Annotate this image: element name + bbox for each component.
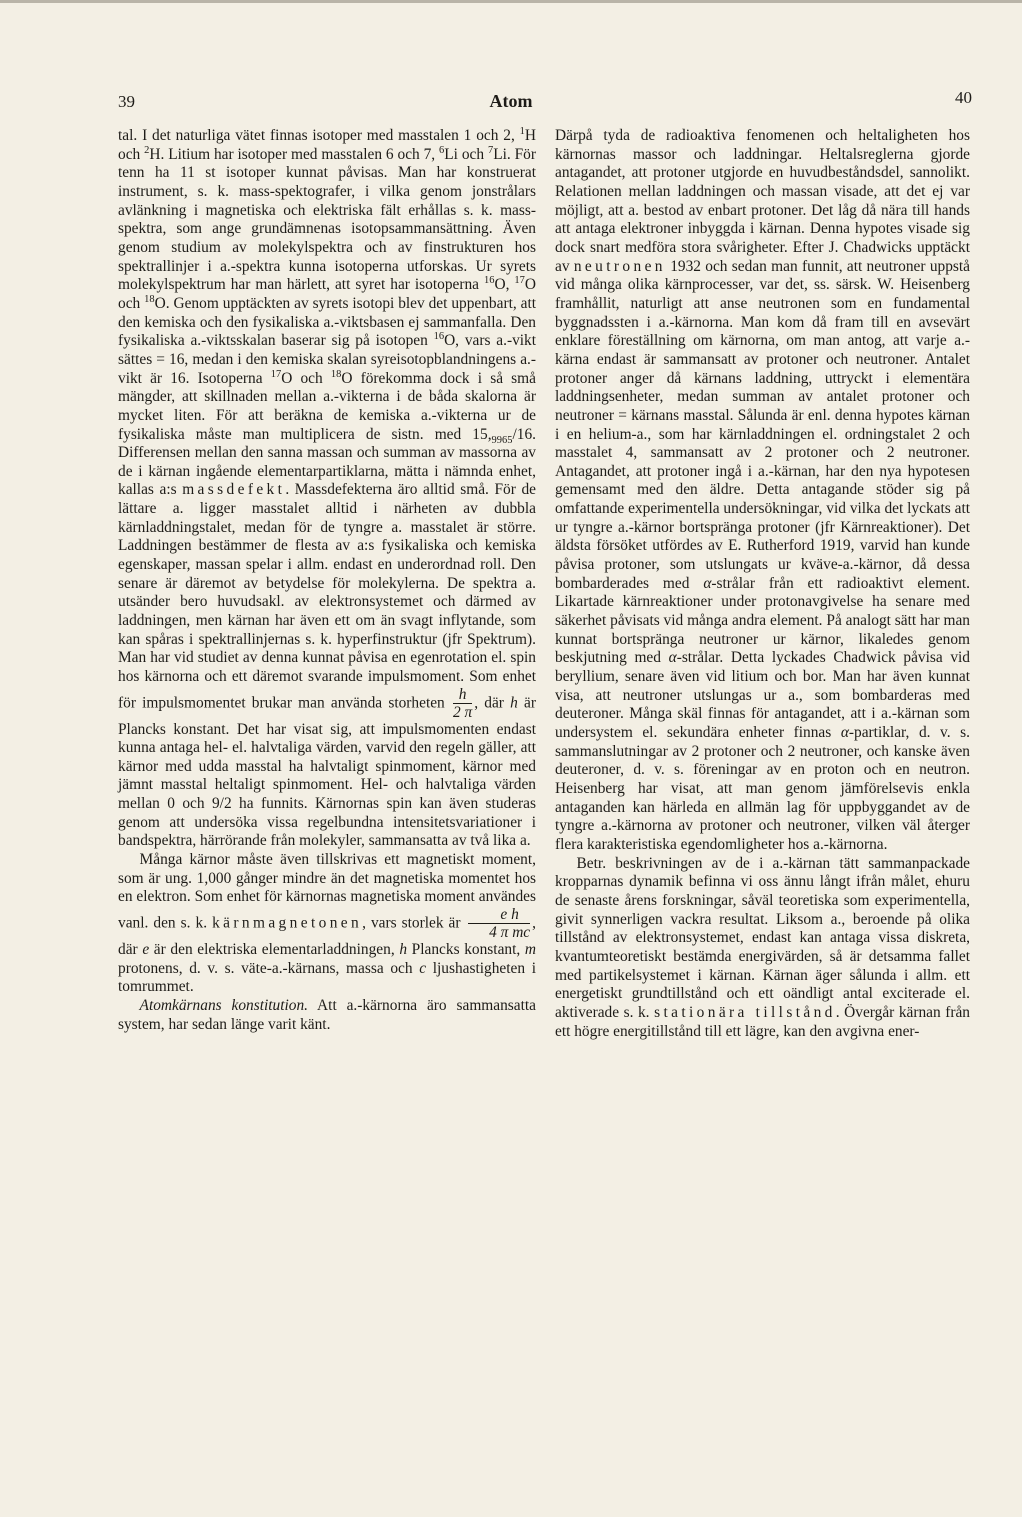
- formula-h-over-2pi: $\frac{h}{2 \pi}$: [452, 685, 473, 722]
- section-heading-atomkarnans-konstitution: Atomkärnans konstitution.: [139, 996, 309, 1014]
- term-massdefekt: massdefekt: [182, 481, 286, 499]
- right-column: [555, 127, 970, 1041]
- page-number-right: 40: [955, 88, 972, 107]
- paragraph-nuclear-constitution: Atomkärnans konstitution. Att a.-kärnorna äro sammansatta system, har sedan länge varit känt.: [118, 996, 536, 1033]
- term-karnmagnetonen: kärnmagnetonen: [212, 914, 363, 932]
- left-column: [118, 127, 536, 1034]
- page-number-left: 39: [118, 92, 135, 111]
- paragraph-nuclear-dynamics: Betr. beskrivningen av de i a.-kärnan tätt sammanpackade kropparnas dynamik befinna vi oss ännu långt ifrån målet, ehuru de senaste årens forskningar, såväl teoretiska som experimentella, givit synnerligen vackra resultat. Liksom a., beroende på olika tillstånd av elektronsystemet, endast kan antaga vissa diskreta, kvantumteoretiskt bestämda energivärden, så är detsamma fallet med partikelsystemet i kärnan. Kärnan äger sålunda i allm. ett energetiskt grundtillstånd och ett oändligt antal exciterade el. aktiverade s. k. stationära tillstånd. Övergår kärnan från ett högre energitillstånd till ett lägre, kan den avgivna ener-: [555, 854, 971, 1040]
- running-header-title: Atom: [489, 91, 533, 111]
- scan-top-edge: [0, 0, 1022, 3]
- term-stationara-tillstand: stationära tillstånd: [654, 1003, 836, 1021]
- paragraph-isotopes: tal. I det naturliga vätet finnas isotoper med masstalen 1 och 2, $^1$H och $^2$H. Litium har isotoper med masstalen 6 och 7, $^6$Li och $^7$Li. För tenn ha 11 st isotoper kunnat påvisas. Man har konstruerat instrument, s. k. mass-spektografer, i vilka genom jonstrålars avlänkning i magnetiska och elektriska fält erhållas s. k. mass-spektra, som ange grundämnenas isotopsammansättning. Även genom studium av molekylspektra och av finstrukturen hos spektrallinjer i a.-spektra kunna isotoperna utforskas. Ur syrets molekylspektrum har man härlett, att syret har isotoperna $^{16}$O, $^{17}$O och $^{18}$O. Genom upptäckten av syrets isotopi blev det uppenbart, att den kemiska och den fysikaliska a.-viktsbasen ej sammanfalla. Den fysikaliska a.-viktsskalan baserar sig på isotopen $^{16}$O, vars a.-vikt sättes = 16, medan i den kemiska skalan syreisotopblandningens a.-vikt är 16. Isotoperna $^{17}$O och $^{18}$O förekomma dock i så små mängder, att skillnaden mellan a.-vikterna i de båda skalorna är mycket liten. För att beräkna de kemiska a.-vikterna ur de fysikaliska måste man multiplicera de sistn. med $15,_{9965}/16$. Differensen mellan den sanna massan och summan av massorna av de i kärnan ingående elementarpartiklarna, mätta i nämnda enhet, kallas a:s massdefekt. Massdefekterna äro alltid små. För de lättare a. ligger masstalet alltid i närheten av dubbla kärnladdningstalet, medan för de tyngre a. masstalet är större. Laddningen bestämmer de flesta av a:s fysikaliska och kemiska egenskaper, massan spelar i allm. endast en underordnad roll. Den senare är däremot av betydelse för molekylerna. De spektra a. utsänder bero huvudsakl. av elektronsystemet och därmed av laddningen, men kärnan har även ett om än svagt inflytande, som kan spåras i spektrallinjernas s. k. hyperfinstruktur (jfr Spektrum). Man har vid studiet av denna kunnat påvisa en egenrotation el. spin hos kärnorna och ett däremot svarande impulsmoment. Som enhet för impulsmomentet brukar man använda storheten $\frac{h}{2 \pi}$ , där h är Plancks konstant. Det har visat sig, att impulsmomenten endast kunna antaga hel- el. halvtaliga värden, varvid den regeln gäller, att kärnor med udda masstal ha halvtaligt spinmoment, kärnor med jämnt masstal heltaligt spinmoment. Hel- och halvtaliga värden mellan 0 och 9/2 ha funnits. Kärnornas spin kan även studeras genom att undersöka vissa regelbundna intensitetsvariationer i bandspektra, härrörande från molekyler, sammansatta av två lika a.: [118, 125, 537, 850]
- paragraph-protons-neutrons: Därpå tyda de radioaktiva fenomenen och heltaligheten hos kärnornas massor och laddningar. Heltalsreglerna gjorde antagandet, att protoner utgjorde en huvudbeståndsdel, sannolikt. Relationen mellan laddningen och massan visade, att det ej var möjligt, att a. bestod av enbart protoner. Det låg då nära till hands att antaga elektroner inbyggda i kärnan. Denna hypotes visade sig dock snart medföra stora svårigheter. Efter J. Chadwicks upptäckt av neutronen 1932 och sedan man funnit, att neutroner uppstå vid många olika kärnprocesser, var det, ss. särsk. W. Heisenberg framhållit, naturligt att anse neutronen som en fundamental byggnadssten i a.-kärnorna. Man kom då fram till en avsevärt enklare föreställning om kärnorna, om man antog, att varje a.-kärna endast är sammansatt av protoner och neutroner. Antalet protoner anger då kärnans laddning, uttryckt i elementära laddningsenheter, medan summan av antalet protoner och neutroner = kärnans masstal. Sålunda är enl. denna hypotes kärnan i en helium-a., som har kärnladdningen el. ordningstalet 2 och masstalet 4, sammansatt av 2 protoner och 2 neutroner. Antagandet, att protoner ingå i a.-kärnan, har den nya hypotesen gemensamt med den äldre. Detta antagande stöder sig på omfattande experimentella undersökningar, vid vilka det lyckats att ur tyngre a.-kärnor bortspränga protoner (jfr Kärnreaktioner). Det äldsta försöket utfördes av E. Rutherford 1919, varvid han kunde påvisa protoner, som utslungats ur kväve-a.-kärnor, då dessa bombarderades med α-strålar från ett radioaktivt element. Likartade kärnreaktioner under protonavgivelse ha senare med säkerhet påvisats vid många andra element. På analogt sätt har man kunnat bortspränga neutroner ur kärnor, likaledes genom beskjutning med α-strålar. Detta lyckades Chadwick påvisa vid beryllium, senare även vid litium och bor. Man har även kunnat visa, att neutroner utslungas ur a., som bombarderas med deuteroner. Många skäl finnas för antagandet, att i a.-kärnan som undersystem el. sekundära enheter finnas α-partiklar, d. v. s. sammanslutningar av 2 protoner och 2 neutroner, och kanske även deuteroner, d. v. s. föreningar av en proton och en neutron. Heisenberg har visat, att man genom jämförelsevis enkla antaganden kan härleda en allmän lag för uppbyggandet av de tyngre a.-kärnorna av protoner och neutroner, vilken väl återger flera karakteristiska egendomligheter hos a.-kärnorna.: [555, 127, 971, 853]
- formula-eh-over-4pimc: $\frac{\text{e h}}{\text{4 π mc}}$: [468, 907, 531, 941]
- term-neutronen: neutronen: [573, 257, 666, 275]
- paragraph-magnetic-moment: Många kärnor måste även tillskrivas ett magnetiskt moment, som är ung. 1,000 gånger mindre än det magnetiska momentet hos en elektron. Som enhet för kärnornas magnetiska moment användes vanl. den s. k. kärnmagnetonen, vars storlek är $\frac{\text{e h}}{\text{4 π mc}}$ , där e är den elektriska elementarladdningen, h Plancks konstant, m protonens, d. v. s. väte-a.-kärnans, massa och c ljushastigheten i tomrummet.: [118, 851, 536, 996]
